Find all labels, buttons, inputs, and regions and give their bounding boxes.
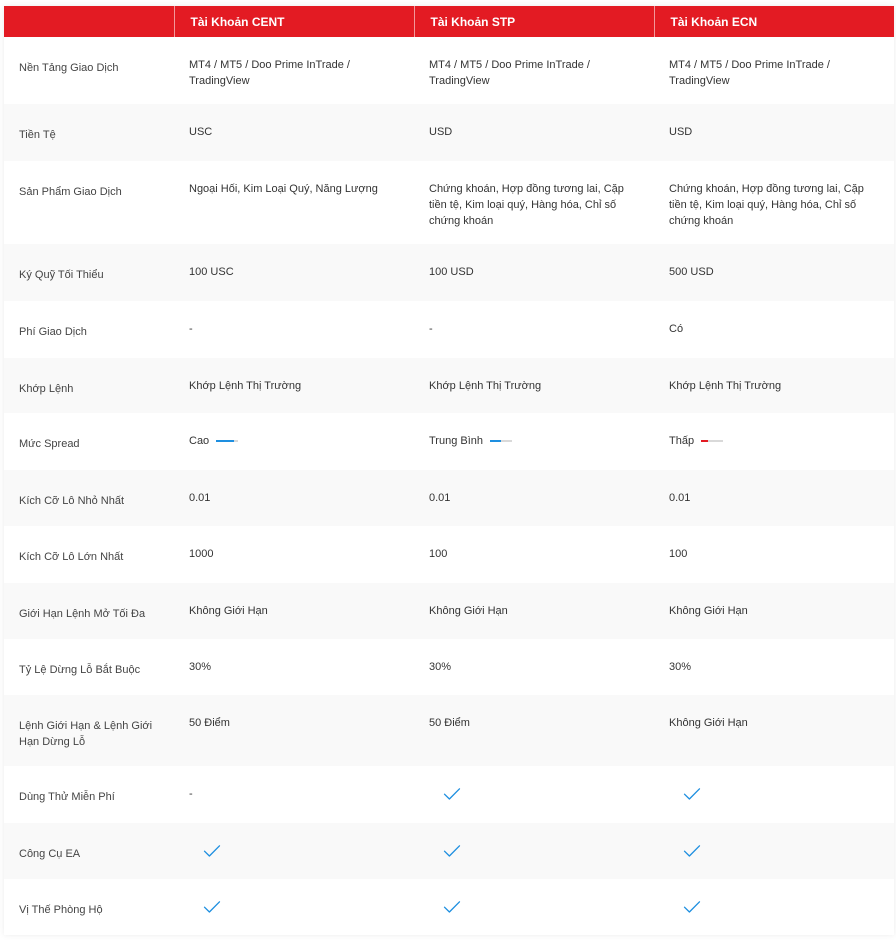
check-icon <box>443 787 461 806</box>
check-icon <box>443 900 461 919</box>
cell-value: MT4 / MT5 / Doo Prime InTrade / TradingView <box>189 59 350 87</box>
value-cell <box>654 301 894 358</box>
table-row <box>4 766 894 823</box>
table-row <box>4 161 894 244</box>
table-row <box>4 37 894 104</box>
header-stp-account: Tài Khoản STP <box>414 6 654 37</box>
cell-value: 100 <box>429 548 448 560</box>
cell-value: Khớp Lệnh Thị Trường <box>189 380 302 392</box>
value-cell <box>414 583 654 639</box>
value-cell <box>174 358 414 413</box>
row-label-cell <box>4 37 174 104</box>
value-cell <box>414 766 654 823</box>
row-label: Nền Tảng Giao Dịch <box>19 62 119 74</box>
row-label-cell <box>4 823 174 879</box>
spread-level-bar <box>490 440 512 442</box>
table-row <box>4 301 894 358</box>
table-row <box>4 413 894 470</box>
row-label: Phí Giao Dịch <box>19 326 87 338</box>
row-label-cell <box>4 526 174 583</box>
check-icon <box>683 787 701 806</box>
value-cell <box>174 301 414 358</box>
row-label: Kích Cỡ Lô Nhỏ Nhất <box>19 495 125 507</box>
spread-level-bar <box>216 440 238 442</box>
value-cell <box>414 879 654 935</box>
cell-value: 30% <box>189 661 212 673</box>
row-label: Vị Thế Phòng Hộ <box>19 904 103 916</box>
row-label-cell <box>4 470 174 526</box>
value-cell <box>414 413 654 470</box>
header-corner <box>4 6 174 37</box>
table-row <box>4 583 894 639</box>
cell-value: Không Giới Hạn <box>189 605 268 617</box>
table-header-row <box>4 6 894 37</box>
value-cell <box>174 879 414 935</box>
cell-value: Không Giới Hạn <box>429 605 508 617</box>
table-row <box>4 358 894 413</box>
value-cell <box>654 526 894 583</box>
spread-label: Thấp <box>669 435 695 447</box>
check-icon <box>203 844 221 863</box>
cell-value: Có <box>669 323 684 335</box>
value-cell <box>654 37 894 104</box>
check-icon <box>203 900 221 919</box>
cell-value: Ngoại Hối, Kim Loại Quý, Năng Lượng <box>189 183 378 195</box>
cell-value: 100 USC <box>189 266 234 278</box>
value-cell <box>414 823 654 879</box>
cell-value: 1000 <box>189 548 214 560</box>
cell-value: 500 USD <box>669 266 714 278</box>
spread-level-bar <box>701 440 723 442</box>
cell-value: 50 Điểm <box>189 717 230 729</box>
row-label: Dùng Thử Miễn Phí <box>19 791 115 803</box>
value-cell <box>174 583 414 639</box>
table-row <box>4 104 894 161</box>
value-cell <box>654 639 894 695</box>
value-cell <box>174 766 414 823</box>
value-cell <box>654 358 894 413</box>
value-cell <box>174 639 414 695</box>
value-cell <box>174 104 414 161</box>
check-icon <box>683 844 701 863</box>
table-row <box>4 695 894 766</box>
value-cell <box>414 161 654 244</box>
spread-indicator <box>189 433 238 449</box>
value-cell <box>414 37 654 104</box>
cell-value: Không Giới Hạn <box>669 717 748 729</box>
value-cell <box>414 104 654 161</box>
spread-level-fill <box>490 440 501 442</box>
header-ecn-account: Tài Khoản ECN <box>654 6 894 37</box>
row-label-cell <box>4 301 174 358</box>
cell-value: USD <box>669 126 693 138</box>
value-cell <box>414 358 654 413</box>
cell-value: - <box>189 788 193 800</box>
table-row <box>4 244 894 301</box>
table-row <box>4 470 894 526</box>
table-row <box>4 526 894 583</box>
cell-value: USC <box>189 126 213 138</box>
value-cell <box>654 413 894 470</box>
value-cell <box>654 104 894 161</box>
row-label: Giới Hạn Lệnh Mở Tối Đa <box>19 608 146 620</box>
table-row <box>4 823 894 879</box>
spread-level-fill <box>216 440 234 442</box>
check-icon <box>683 900 701 919</box>
row-label-cell <box>4 161 174 244</box>
value-cell <box>174 413 414 470</box>
row-label: Ký Quỹ Tối Thiểu <box>19 269 104 281</box>
value-cell <box>174 161 414 244</box>
cell-value: 50 Điểm <box>429 717 470 729</box>
cell-value: 100 <box>669 548 688 560</box>
row-label-cell <box>4 104 174 161</box>
value-cell <box>414 301 654 358</box>
value-cell <box>414 244 654 301</box>
cell-value: 100 USD <box>429 266 474 278</box>
cell-value: MT4 / MT5 / Doo Prime InTrade / TradingView <box>669 59 830 87</box>
value-cell <box>654 766 894 823</box>
value-cell <box>654 823 894 879</box>
cell-value: MT4 / MT5 / Doo Prime InTrade / TradingView <box>429 59 590 87</box>
cell-value: - <box>429 323 433 335</box>
row-label: Tiền Tệ <box>19 129 56 141</box>
row-label: Sản Phẩm Giao Dịch <box>19 186 122 198</box>
cell-value: 30% <box>669 661 692 673</box>
spread-indicator <box>429 433 512 449</box>
value-cell <box>174 823 414 879</box>
table-row <box>4 879 894 935</box>
spread-level-fill <box>701 440 708 442</box>
cell-value: - <box>189 323 193 335</box>
row-label: Khớp Lệnh <box>19 383 74 395</box>
cell-value: 30% <box>429 661 452 673</box>
row-label-cell <box>4 358 174 413</box>
value-cell <box>654 470 894 526</box>
value-cell <box>414 470 654 526</box>
row-label: Mức Spread <box>19 438 80 450</box>
row-label-cell <box>4 583 174 639</box>
value-cell <box>654 244 894 301</box>
table-row <box>4 639 894 695</box>
cell-value: 0.01 <box>189 492 211 504</box>
spread-label: Cao <box>189 435 210 447</box>
row-label-cell <box>4 766 174 823</box>
cell-value: 0.01 <box>669 492 691 504</box>
value-cell <box>174 37 414 104</box>
row-label: Kích Cỡ Lô Lớn Nhất <box>19 551 124 563</box>
value-cell <box>654 161 894 244</box>
row-label: Công Cụ EA <box>19 848 81 860</box>
cell-value: USD <box>429 126 453 138</box>
row-label: Lệnh Giới Hạn & Lệnh Giới Hạn Dừng Lỗ <box>19 720 153 748</box>
value-cell <box>414 695 654 766</box>
value-cell <box>174 695 414 766</box>
value-cell <box>414 639 654 695</box>
header-cent-account: Tài Khoản CENT <box>174 6 414 37</box>
row-label-cell <box>4 639 174 695</box>
cell-value: Khớp Lệnh Thị Trường <box>429 380 542 392</box>
value-cell <box>414 526 654 583</box>
spread-indicator <box>669 433 723 449</box>
row-label: Tỷ Lệ Dừng Lỗ Bắt Buộc <box>19 664 141 676</box>
value-cell <box>174 526 414 583</box>
cell-value: Chứng khoán, Hợp đồng tương lai, Cặp tiền tệ, Kim loại quý, Hàng hóa, Chỉ số chứng khoán <box>669 183 864 227</box>
check-icon <box>443 844 461 863</box>
row-label-cell <box>4 413 174 470</box>
cell-value: Khớp Lệnh Thị Trường <box>669 380 782 392</box>
row-label-cell <box>4 695 174 766</box>
value-cell <box>654 583 894 639</box>
row-label-cell <box>4 244 174 301</box>
value-cell <box>654 879 894 935</box>
value-cell <box>174 244 414 301</box>
spread-label: Trung Bình <box>429 435 484 447</box>
cell-value: 0.01 <box>429 492 451 504</box>
value-cell <box>174 470 414 526</box>
value-cell <box>654 695 894 766</box>
cell-value: Không Giới Hạn <box>669 605 748 617</box>
row-label-cell <box>4 879 174 935</box>
account-comparison-table <box>4 6 894 935</box>
cell-value: Chứng khoán, Hợp đồng tương lai, Cặp tiền tệ, Kim loại quý, Hàng hóa, Chỉ số chứng khoán <box>429 183 624 227</box>
